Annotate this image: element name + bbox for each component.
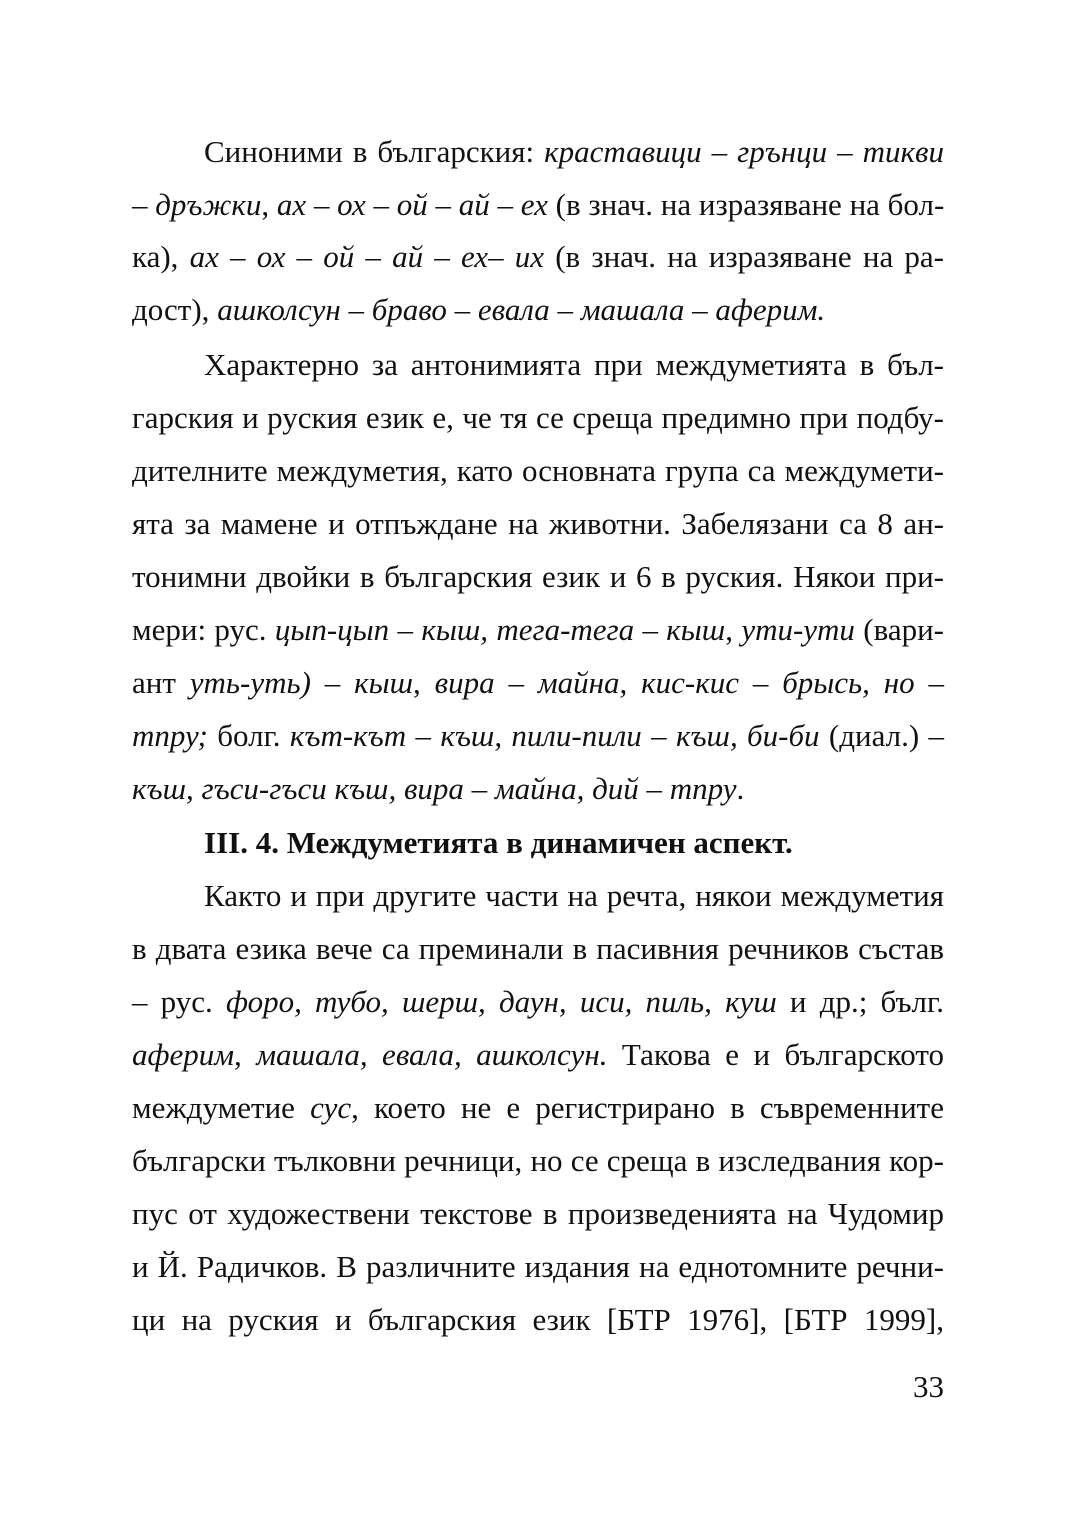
italic-text: аферим, машала, евала, ашколсун. — [132, 1037, 608, 1072]
italic-text: тпру; — [132, 718, 208, 753]
italic-text: кът-кът – къш, пили-пили – къш, би-би — [289, 718, 820, 753]
italic-text: цып-цып – кыш, тега-тега – кыш — [274, 612, 726, 647]
text-line: ци на руския и българския език [БТР 1976], [БТР 1999], — [132, 1302, 944, 1337]
italic-text: ах – ох – ой – ай – ех — [276, 187, 548, 222]
italic-text: ути-ути — [741, 612, 855, 647]
text-line: тпру; болг. кът-кът – къш, пили-пили – къш, би-би (диал.) – — [132, 718, 944, 753]
text-line: ант уть-уть) – кыш, вира – майна, кис-кис – брысь, но – — [132, 665, 945, 700]
text-line: къш, гъси-гъси къш, вира – майна, дий – тпру. — [132, 771, 745, 806]
text-line: и Й. Радичков. В различните издания на еднотомните речни- — [132, 1249, 944, 1284]
text-line: Синоними в българския: краставици – грънци – тикви — [204, 134, 944, 169]
italic-text: форо, тубо, шерш, даун, иси, пиль, куш — [225, 984, 777, 1019]
text-line: междуметие сус, което не е регистрирано в съвременните — [132, 1090, 944, 1125]
text-line: тонимни двойки в българския език и 6 в руския. Някои при- — [132, 559, 944, 594]
text-line: Както и при другите части на речта, някои междуметия — [204, 878, 944, 913]
italic-text: уть-уть) – кыш — [189, 665, 414, 700]
text-line: мери: рус. цып-цып – кыш, тега-тега – кыш, ути-ути (вари- — [132, 612, 944, 647]
text-line: пус от художествени текстове в произведенията на Чудомир — [132, 1196, 944, 1231]
page-number: 33 — [913, 1369, 944, 1404]
italic-text: краставици – грънци – тикви — [544, 134, 944, 169]
section-heading — [204, 823, 944, 863]
italic-text: сус — [310, 1090, 352, 1125]
text-line: ка), ах – ох – ой – ай – ех– их (в знач. на изразяване на ра- — [132, 239, 944, 274]
text-line: – рус. форо, тубо, шерш, даун, иси, пиль, куш и др.; бълг. — [132, 984, 944, 1019]
italic-text: ах – ох – ой – ай – ех– их — [189, 239, 545, 274]
text-line: дост), ашколсун – браво – евала – машала – аферим. — [132, 292, 826, 327]
text-line: ята за мамене и отпъждане на животни. Забелязани са 8 ан- — [132, 506, 944, 541]
text-line: дителните междуметия, като основната група са междумети- — [132, 453, 944, 488]
text-line: в двата езика вече са преминали в пасивния речников състав — [132, 931, 944, 966]
italic-text: – дръжки — [132, 187, 262, 222]
italic-text: вира – майна, кис-кис – брысь, но – — [434, 665, 945, 700]
text-line: – дръжки, ах – ох – ой – ай – ех (в знач. на изразяване на бол- — [132, 187, 945, 222]
text-line: аферим, машала, евала, ашколсун. Такова е и българското — [132, 1037, 944, 1072]
italic-text: ашколсун – браво – евала – машала – аферим. — [217, 292, 826, 327]
text-line: български тълковни речници, но се среща в изследвания кор- — [132, 1143, 944, 1178]
text-line: гарския и руския език е, че тя се среща предимно при подбу- — [132, 400, 944, 435]
text-line: Характерно за антонимията при междуметията в бъл- — [204, 347, 944, 382]
italic-text: къш, гъси-гъси къш, вира – майна, дий – тпру — [132, 771, 737, 806]
bold-text: III. 4. Междуметията в динамичен аспект. — [204, 825, 793, 860]
